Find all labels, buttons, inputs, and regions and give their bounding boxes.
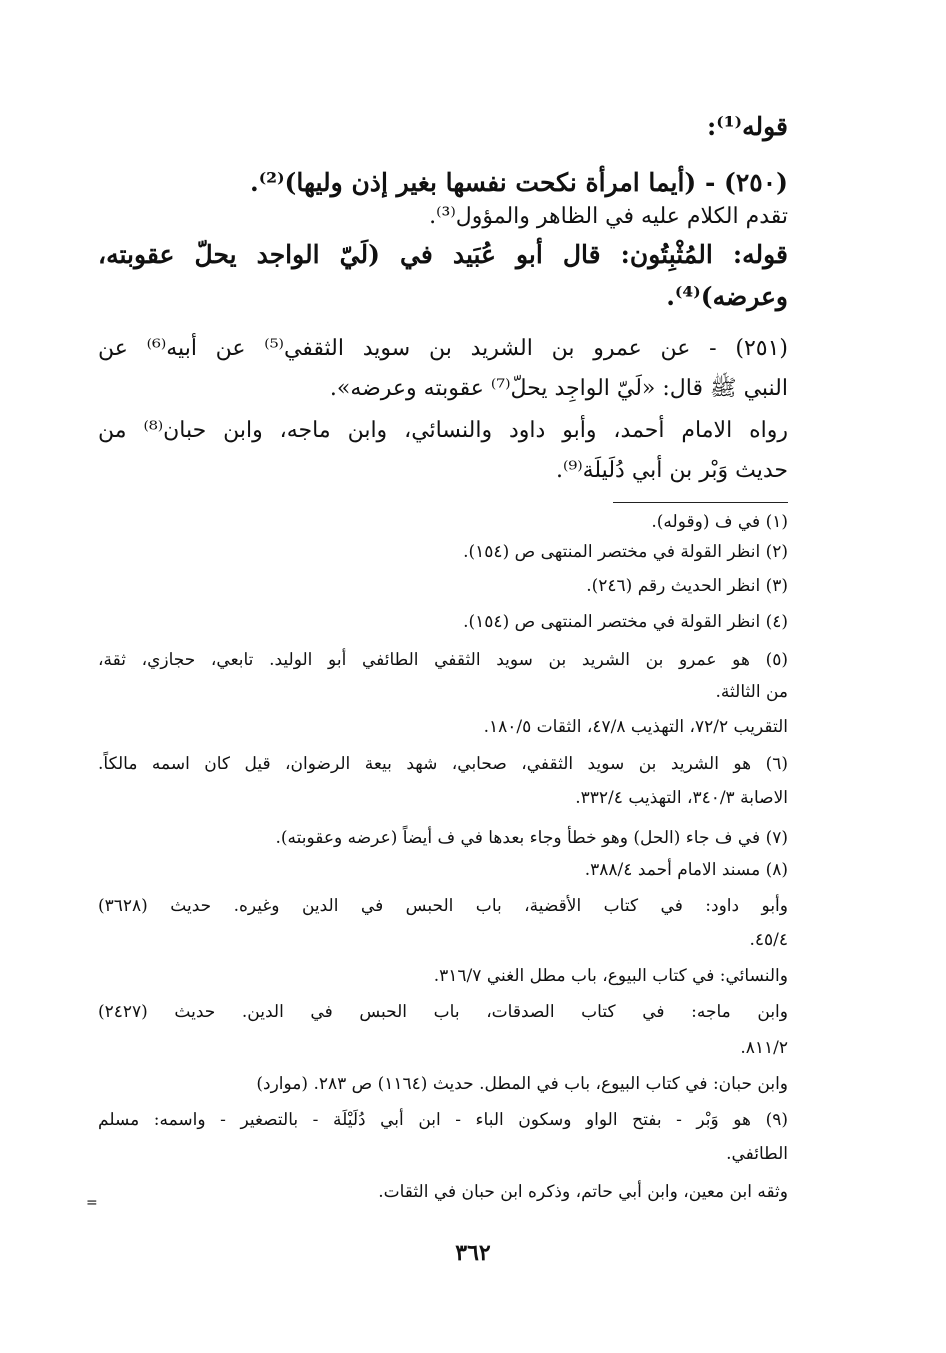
footnote-6-refs: الاصابة ٣٤٠/٣، التهذيب ٣٣٢/٤. xyxy=(575,788,788,808)
page-number: ٣٦٢ xyxy=(455,1240,491,1266)
footnote-8-ibnhibban: وابن حبان: في كتاب البيوع، باب في المطل. حديث (١١٦٤) ص ٢٨٣. (موارد) xyxy=(256,1074,788,1094)
main-line-6: (٢٥١) - عن عمرو بن الشريد بن سويد الثقفي⁽⁵⁾ عن أبيه⁽⁶⁾ عن xyxy=(98,336,788,361)
footnote-8-ibnmajah: وابن ماجه: في كتاب الصدقات، باب الحبس في الدين. حديث (٢٤٢٧) xyxy=(98,1002,788,1022)
main-line-5: وعرضه)⁽⁴⁾. xyxy=(666,282,788,311)
footnote-9-refs: وثقه ابن معين، وابن أبي حاتم، وذكره ابن حبان في الثقات. xyxy=(378,1182,788,1202)
main-line-1: قوله⁽¹⁾: xyxy=(707,112,788,141)
main-line-2: (٢٥٠) - (أيما امرأة نكحت نفسها بغير إذن وليها)⁽²⁾. xyxy=(249,168,788,197)
footnote-8-abudawud: وأبو داود: في كتاب الأقضية، باب الحبس في الدين وغيره. حديث (٣٦٢٨) xyxy=(98,896,788,916)
footnote-8: (٨) مسند الامام أحمد ٣٨٨/٤. xyxy=(584,860,788,880)
footnote-separator xyxy=(613,502,788,503)
main-line-8: رواه الامام أحمد، وأبو داود والنسائي، وابن ماجه، وابن حبان⁽⁸⁾ من xyxy=(98,418,789,443)
footnote-1: (١) في ف (وقوله). xyxy=(651,512,788,532)
footnote-5-cont: من الثالثة. xyxy=(715,682,788,702)
main-line-4: قوله: المُثْبِتُون: قال أبو عُبَيد في (لَيّ الواجد يحلّ عقوبته، xyxy=(98,240,788,269)
footnote-4: (٤) انظر القولة في مختصر المنتهى ص (١٥٤). xyxy=(463,612,788,632)
footnote-2: (٢) انظر القولة في مختصر المنتهى ص (١٥٤). xyxy=(463,542,788,562)
footnote-8-abudawud-ref: ٤٥/٤. xyxy=(749,930,788,950)
footnote-7: (٧) في ف جاء (الحل) وهو خطأ وجاء بعدها في ف أيضاً (عرضه وعقوبته). xyxy=(275,828,788,848)
main-line-9: حديث وَبْر بن أبي دُلَيلَة⁽⁹⁾. xyxy=(555,458,788,483)
footnote-9-cont: الطائفي. xyxy=(726,1144,788,1164)
footnote-9: (٩) هو وَبْر - بفتح الواو وسكون الباء - ابن أبي دُلَيْلَة - بالتصغير - واسمه: مسلم xyxy=(98,1110,788,1130)
footnote-8-ibnmajah-ref: ٨١١/٢. xyxy=(740,1038,788,1058)
main-line-3: تقدم الكلام عليه في الظاهر والمؤول⁽³⁾. xyxy=(429,204,788,229)
footnote-6: (٦) هو الشريد بن سويد الثقفي، صحابي، شهد بيعة الرضوان، قيل كان اسمه مالكاً. xyxy=(98,754,788,774)
footnote-5-refs: التقريب ٧٢/٢، التهذيب ٤٧/٨، الثقات ١٨٠/٥. xyxy=(483,717,788,737)
footnote-3: (٣) انظر الحديث رقم (٢٤٦). xyxy=(586,576,788,596)
margin-mark: = xyxy=(86,1195,98,1211)
main-line-7: النبي ﷺ قال: «لَيّ الواجِد يحلّ⁽⁷⁾ عقوبته وعرضه». xyxy=(329,376,788,401)
footnote-5: (٥) هو عمرو بن الشريد بن سويد الثقفي الطائفي أبو الوليد. تابعي، حجازي، ثقة، xyxy=(98,650,788,670)
footnote-8-nasai: والنسائي: في كتاب البيوع، باب مطل الغني ٣١٦/٧. xyxy=(433,966,788,986)
